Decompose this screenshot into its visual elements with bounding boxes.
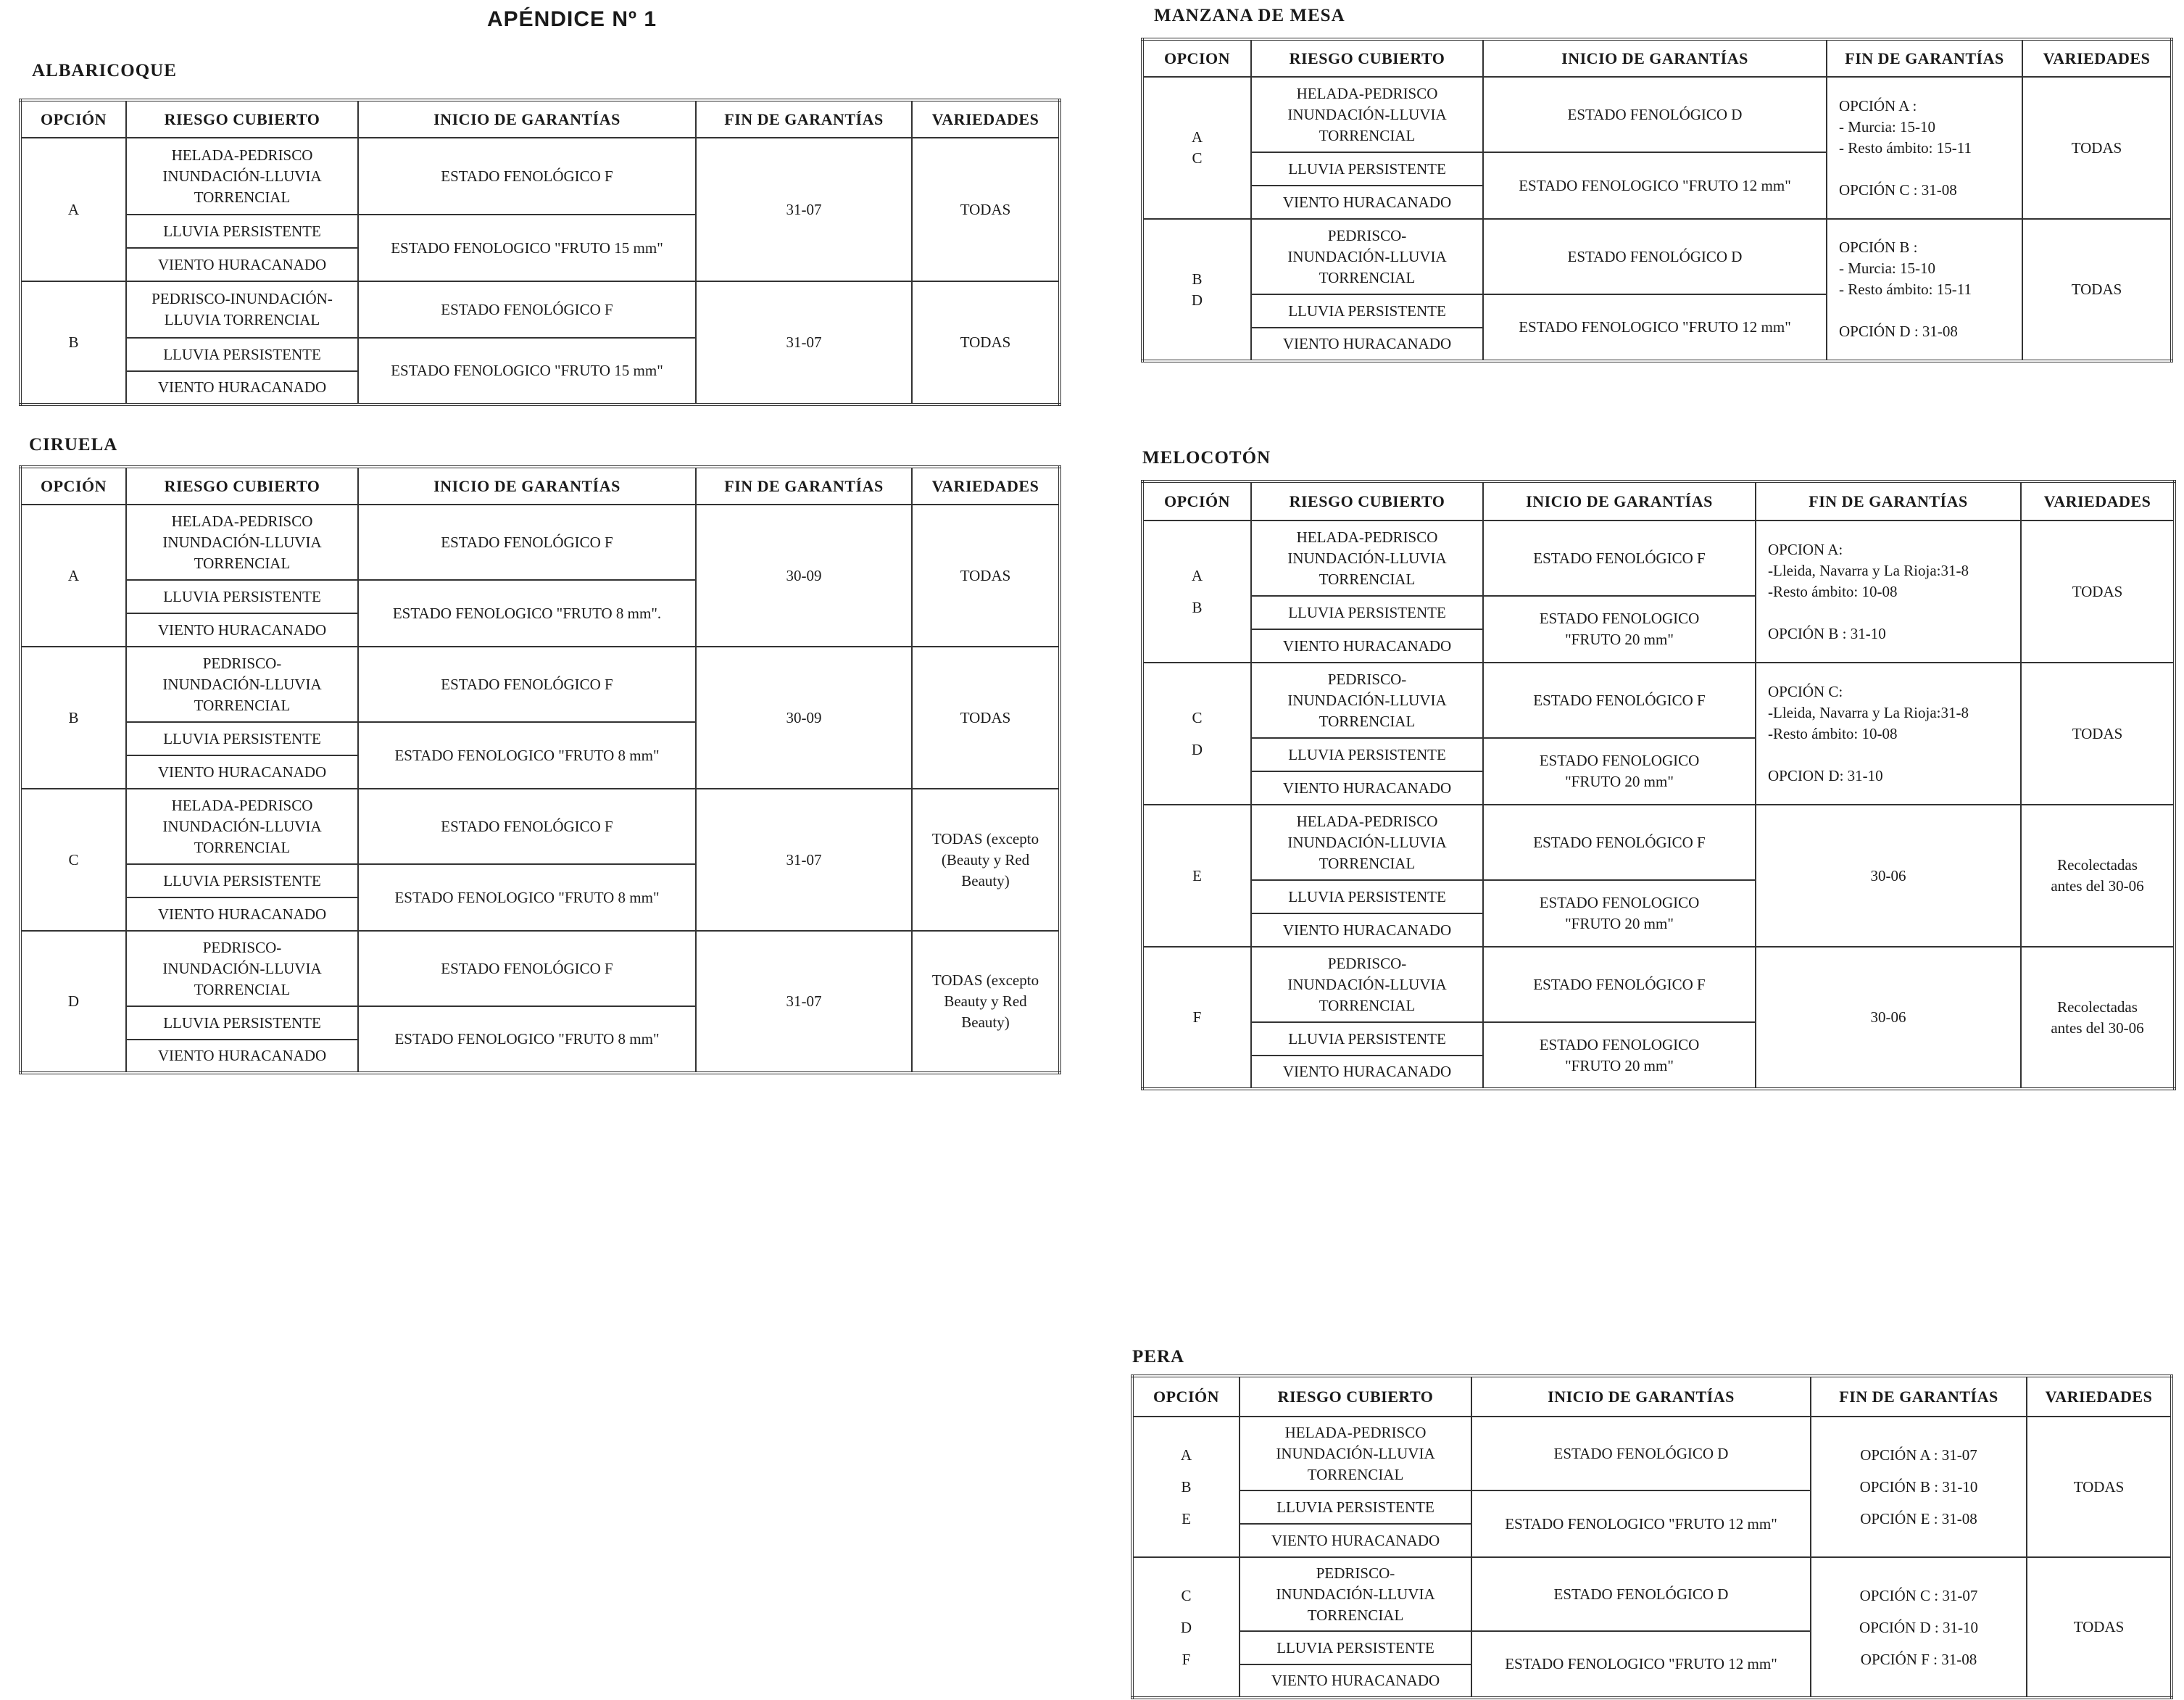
riesgo-cell: VIENTO HURACANADO (126, 755, 358, 789)
option-cell: A B E (1132, 1417, 1240, 1557)
table-pera (1131, 1374, 2173, 1699)
riesgo-cell: VIENTO HURACANADO (1251, 328, 1483, 361)
header-fin: FIN DE GARANTÍAS (696, 100, 912, 138)
header-inicio: INICIO DE GARANTÍAS (1471, 1376, 1811, 1417)
table-row (20, 789, 1060, 864)
riesgo-cell: VIENTO HURACANADO (1251, 1056, 1483, 1089)
fin-cell: OPCIÓN C : 31-07 OPCIÓN D : 31-10 OPCIÓN F : 31-08 (1811, 1557, 2027, 1698)
riesgo-cell: PEDRISCO- INUNDACIÓN-LLUVIA TORRENCIAL (126, 647, 358, 722)
table-row (1142, 805, 2175, 880)
riesgo-cell: VIENTO HURACANADO (1240, 1664, 1471, 1698)
riesgo-cell: LLUVIA PERSISTENTE (1251, 596, 1483, 629)
table-row (20, 281, 1060, 338)
variedades-cell: TODAS (912, 505, 1060, 647)
header-variedades: VARIEDADES (2027, 1376, 2172, 1417)
option-cell: A B (1142, 521, 1251, 663)
riesgo-cell: HELADA-PEDRISCO INUNDACIÓN-LLUVIA TORRENCIAL (1251, 805, 1483, 880)
option-cell: A C (1142, 77, 1251, 219)
table-row (1142, 947, 2175, 1022)
section-title-pera: PERA (1132, 1347, 1185, 1367)
section-title-melocoton: MELOCOTÓN (1142, 448, 1271, 468)
option-cell: B (20, 647, 126, 789)
header-fin: FIN DE GARANTÍAS (696, 467, 912, 505)
table-albaricoque (19, 99, 1061, 406)
riesgo-cell: LLUVIA PERSISTENTE (126, 580, 358, 613)
page-title: APÉNDICE Nº 1 (487, 7, 657, 31)
option-cell: A (20, 138, 126, 281)
table-row (20, 647, 1060, 722)
table-row (1142, 663, 2175, 738)
riesgo-cell: VIENTO HURACANADO (1251, 913, 1483, 947)
inicio-cell: ESTADO FENOLÓGICO F (1483, 663, 1756, 738)
riesgo-cell: PEDRISCO- INUNDACIÓN-LLUVIA TORRENCIAL (1251, 219, 1483, 294)
table-row (20, 505, 1060, 580)
riesgo-cell: VIENTO HURACANADO (1251, 771, 1483, 805)
riesgo-cell: VIENTO HURACANADO (126, 371, 358, 405)
variedades-cell: TODAS (2027, 1417, 2172, 1557)
header-variedades: VARIEDADES (912, 467, 1060, 505)
riesgo-cell: LLUVIA PERSISTENTE (126, 338, 358, 371)
inicio-cell: ESTADO FENOLÓGICO D (1471, 1557, 1811, 1631)
riesgo-cell: PEDRISCO-INUNDACIÓN- LLUVIA TORRENCIAL (126, 281, 358, 338)
riesgo-cell: HELADA-PEDRISCO INUNDACIÓN-LLUVIA TORRENCIAL (1240, 1417, 1471, 1490)
riesgo-cell: LLUVIA PERSISTENTE (1251, 738, 1483, 771)
table-row (1142, 219, 2172, 294)
header-riesgo: RIESGO CUBIERTO (126, 467, 358, 505)
fin-cell: 31-07 (696, 281, 912, 405)
riesgo-cell: VIENTO HURACANADO (126, 248, 358, 281)
riesgo-cell: VIENTO HURACANADO (1240, 1524, 1471, 1557)
riesgo-cell: LLUVIA PERSISTENTE (1240, 1631, 1471, 1664)
table-header-row (20, 100, 1060, 138)
table-row (1132, 1417, 2172, 1490)
fin-cell: 31-07 (696, 789, 912, 931)
option-cell: B (20, 281, 126, 405)
table-row (1132, 1557, 2172, 1631)
fin-cell: 30-06 (1756, 947, 2021, 1089)
header-opcion: OPCIÓN (1142, 481, 1251, 521)
table-row (1142, 77, 2172, 152)
variedades-cell: Recolectadas antes del 30-06 (2021, 805, 2175, 947)
header-inicio: INICIO DE GARANTÍAS (358, 100, 696, 138)
riesgo-cell: VIENTO HURACANADO (1251, 629, 1483, 663)
variedades-cell: TODAS (912, 138, 1060, 281)
table-melocoton (1141, 480, 2176, 1090)
inicio-cell: ESTADO FENOLOGICO "FRUTO 20 mm" (1483, 1022, 1756, 1089)
inicio-cell: ESTADO FENOLÓGICO F (358, 138, 696, 215)
riesgo-cell: LLUVIA PERSISTENTE (1251, 152, 1483, 186)
header-fin: FIN DE GARANTÍAS (1811, 1376, 2027, 1417)
variedades-cell: TODAS (2027, 1557, 2172, 1698)
inicio-cell: ESTADO FENOLÓGICO F (358, 647, 696, 722)
riesgo-cell: PEDRISCO- INUNDACIÓN-LLUVIA TORRENCIAL (1251, 663, 1483, 738)
fin-cell: OPCIÓN B : - Murcia: 15-10 - Resto ámbito: 15-11 OPCIÓN D : 31-08 (1827, 219, 2022, 361)
riesgo-cell: VIENTO HURACANADO (126, 613, 358, 647)
variedades-cell: TODAS (2021, 521, 2175, 663)
riesgo-cell: PEDRISCO- INUNDACIÓN-LLUVIA TORRENCIAL (1240, 1557, 1471, 1631)
riesgo-cell: VIENTO HURACANADO (126, 897, 358, 931)
inicio-cell: ESTADO FENOLÓGICO F (1483, 805, 1756, 880)
header-opcion: OPCION (1142, 39, 1251, 77)
section-title-manzana: MANZANA DE MESA (1154, 6, 1345, 25)
fin-cell: OPCION A: -Lleida, Navarra y La Rioja:31-8 -Resto ámbito: 10-08 OPCIÓN B : 31-10 (1756, 521, 2021, 663)
inicio-cell: ESTADO FENOLÓGICO D (1471, 1417, 1811, 1490)
inicio-cell: ESTADO FENOLOGICO "FRUTO 8 mm". (358, 580, 696, 647)
riesgo-cell: HELADA-PEDRISCO INUNDACIÓN-LLUVIA TORRENCIAL (126, 505, 358, 580)
riesgo-cell: LLUVIA PERSISTENTE (126, 864, 358, 897)
option-cell: C (20, 789, 126, 931)
inicio-cell: ESTADO FENOLOGICO "FRUTO 8 mm" (358, 1006, 696, 1073)
inicio-cell: ESTADO FENOLOGICO "FRUTO 20 mm" (1483, 738, 1756, 805)
section-title-ciruela: CIRUELA (29, 435, 118, 455)
riesgo-cell: LLUVIA PERSISTENTE (1251, 294, 1483, 328)
header-opcion: OPCIÓN (20, 467, 126, 505)
header-riesgo: RIESGO CUBIERTO (1251, 481, 1483, 521)
header-fin: FIN DE GARANTÍAS (1827, 39, 2022, 77)
variedades-cell: TODAS (912, 281, 1060, 405)
table-row (20, 138, 1060, 215)
fin-cell: OPCIÓN C: -Lleida, Navarra y La Rioja:31-8 -Resto ámbito: 10-08 OPCION D: 31-10 (1756, 663, 2021, 805)
header-opcion: OPCIÓN (1132, 1376, 1240, 1417)
header-riesgo: RIESGO CUBIERTO (126, 100, 358, 138)
riesgo-cell: HELADA-PEDRISCO INUNDACIÓN-LLUVIA TORRENCIAL (1251, 521, 1483, 596)
inicio-cell: ESTADO FENOLOGICO "FRUTO 15 mm" (358, 215, 696, 281)
header-opcion: OPCIÓN (20, 100, 126, 138)
riesgo-cell: LLUVIA PERSISTENTE (126, 215, 358, 248)
option-cell: D (20, 931, 126, 1073)
header-fin: FIN DE GARANTÍAS (1756, 481, 2021, 521)
inicio-cell: ESTADO FENOLOGICO "FRUTO 8 mm" (358, 864, 696, 931)
inicio-cell: ESTADO FENOLOGICO "FRUTO 12 mm" (1471, 1490, 1811, 1557)
inicio-cell: ESTADO FENOLOGICO "FRUTO 20 mm" (1483, 880, 1756, 947)
riesgo-cell: LLUVIA PERSISTENTE (126, 1006, 358, 1040)
fin-cell: OPCIÓN A : 31-07 OPCIÓN B : 31-10 OPCIÓN E : 31-08 (1811, 1417, 2027, 1557)
inicio-cell: ESTADO FENOLOGICO "FRUTO 12 mm" (1483, 294, 1827, 361)
fin-cell: 31-07 (696, 138, 912, 281)
variedades-cell: Recolectadas antes del 30-06 (2021, 947, 2175, 1089)
header-riesgo: RIESGO CUBIERTO (1251, 39, 1483, 77)
option-cell: B D (1142, 219, 1251, 361)
riesgo-cell: LLUVIA PERSISTENTE (1251, 880, 1483, 913)
fin-cell: 31-07 (696, 931, 912, 1073)
fin-cell: 30-06 (1756, 805, 2021, 947)
inicio-cell: ESTADO FENOLOGICO "FRUTO 8 mm" (358, 722, 696, 789)
variedades-cell: TODAS (excepto (Beauty y Red Beauty) (912, 789, 1060, 931)
table-header-row (20, 467, 1060, 505)
riesgo-cell: VIENTO HURACANADO (126, 1040, 358, 1073)
option-cell: C D F (1132, 1557, 1240, 1698)
riesgo-cell: LLUVIA PERSISTENTE (1240, 1490, 1471, 1524)
option-cell: C D (1142, 663, 1251, 805)
riesgo-cell: VIENTO HURACANADO (1251, 186, 1483, 219)
table-manzana-de-mesa (1141, 38, 2173, 362)
variedades-cell: TODAS (excepto Beauty y Red Beauty) (912, 931, 1060, 1073)
inicio-cell: ESTADO FENOLÓGICO D (1483, 219, 1827, 294)
fin-cell: OPCIÓN A : - Murcia: 15-10 - Resto ámbito: 15-11 OPCIÓN C : 31-08 (1827, 77, 2022, 219)
inicio-cell: ESTADO FENOLOGICO "FRUTO 12 mm" (1471, 1631, 1811, 1698)
table-row (1142, 521, 2175, 596)
inicio-cell: ESTADO FENOLÓGICO F (1483, 947, 1756, 1022)
section-title-albaricoque: ALBARICOQUE (32, 61, 177, 80)
variedades-cell: TODAS (2022, 219, 2172, 361)
table-row (20, 931, 1060, 1006)
riesgo-cell: PEDRISCO- INUNDACIÓN-LLUVIA TORRENCIAL (1251, 947, 1483, 1022)
header-variedades: VARIEDADES (2022, 39, 2172, 77)
fin-cell: 30-09 (696, 647, 912, 789)
header-variedades: VARIEDADES (912, 100, 1060, 138)
variedades-cell: TODAS (2022, 77, 2172, 219)
fin-cell: 30-09 (696, 505, 912, 647)
inicio-cell: ESTADO FENOLÓGICO F (358, 281, 696, 338)
inicio-cell: ESTADO FENOLÓGICO F (1483, 521, 1756, 596)
header-riesgo: RIESGO CUBIERTO (1240, 1376, 1471, 1417)
inicio-cell: ESTADO FENOLOGICO "FRUTO 20 mm" (1483, 596, 1756, 663)
header-variedades: VARIEDADES (2021, 481, 2175, 521)
inicio-cell: ESTADO FENOLÓGICO D (1483, 77, 1827, 152)
inicio-cell: ESTADO FENOLOGICO "FRUTO 12 mm" (1483, 152, 1827, 219)
table-header-row (1142, 39, 2172, 77)
riesgo-cell: LLUVIA PERSISTENTE (126, 722, 358, 755)
inicio-cell: ESTADO FENOLÓGICO F (358, 789, 696, 864)
inicio-cell: ESTADO FENOLÓGICO F (358, 931, 696, 1006)
table-ciruela (19, 465, 1061, 1074)
riesgo-cell: LLUVIA PERSISTENTE (1251, 1022, 1483, 1056)
option-cell: E (1142, 805, 1251, 947)
inicio-cell: ESTADO FENOLÓGICO F (358, 505, 696, 580)
option-cell: A (20, 505, 126, 647)
header-inicio: INICIO DE GARANTÍAS (358, 467, 696, 505)
option-cell: F (1142, 947, 1251, 1089)
variedades-cell: TODAS (2021, 663, 2175, 805)
table-header-row (1142, 481, 2175, 521)
riesgo-cell: HELADA-PEDRISCO INUNDACIÓN-LLUVIA TORRENCIAL (1251, 77, 1483, 152)
riesgo-cell: PEDRISCO- INUNDACIÓN-LLUVIA TORRENCIAL (126, 931, 358, 1006)
variedades-cell: TODAS (912, 647, 1060, 789)
riesgo-cell: HELADA-PEDRISCO INUNDACIÓN-LLUVIA TORRENCIAL (126, 138, 358, 215)
header-inicio: INICIO DE GARANTÍAS (1483, 481, 1756, 521)
table-header-row (1132, 1376, 2172, 1417)
header-inicio: INICIO DE GARANTÍAS (1483, 39, 1827, 77)
riesgo-cell: HELADA-PEDRISCO INUNDACIÓN-LLUVIA TORRENCIAL (126, 789, 358, 864)
inicio-cell: ESTADO FENOLOGICO "FRUTO 15 mm" (358, 338, 696, 405)
